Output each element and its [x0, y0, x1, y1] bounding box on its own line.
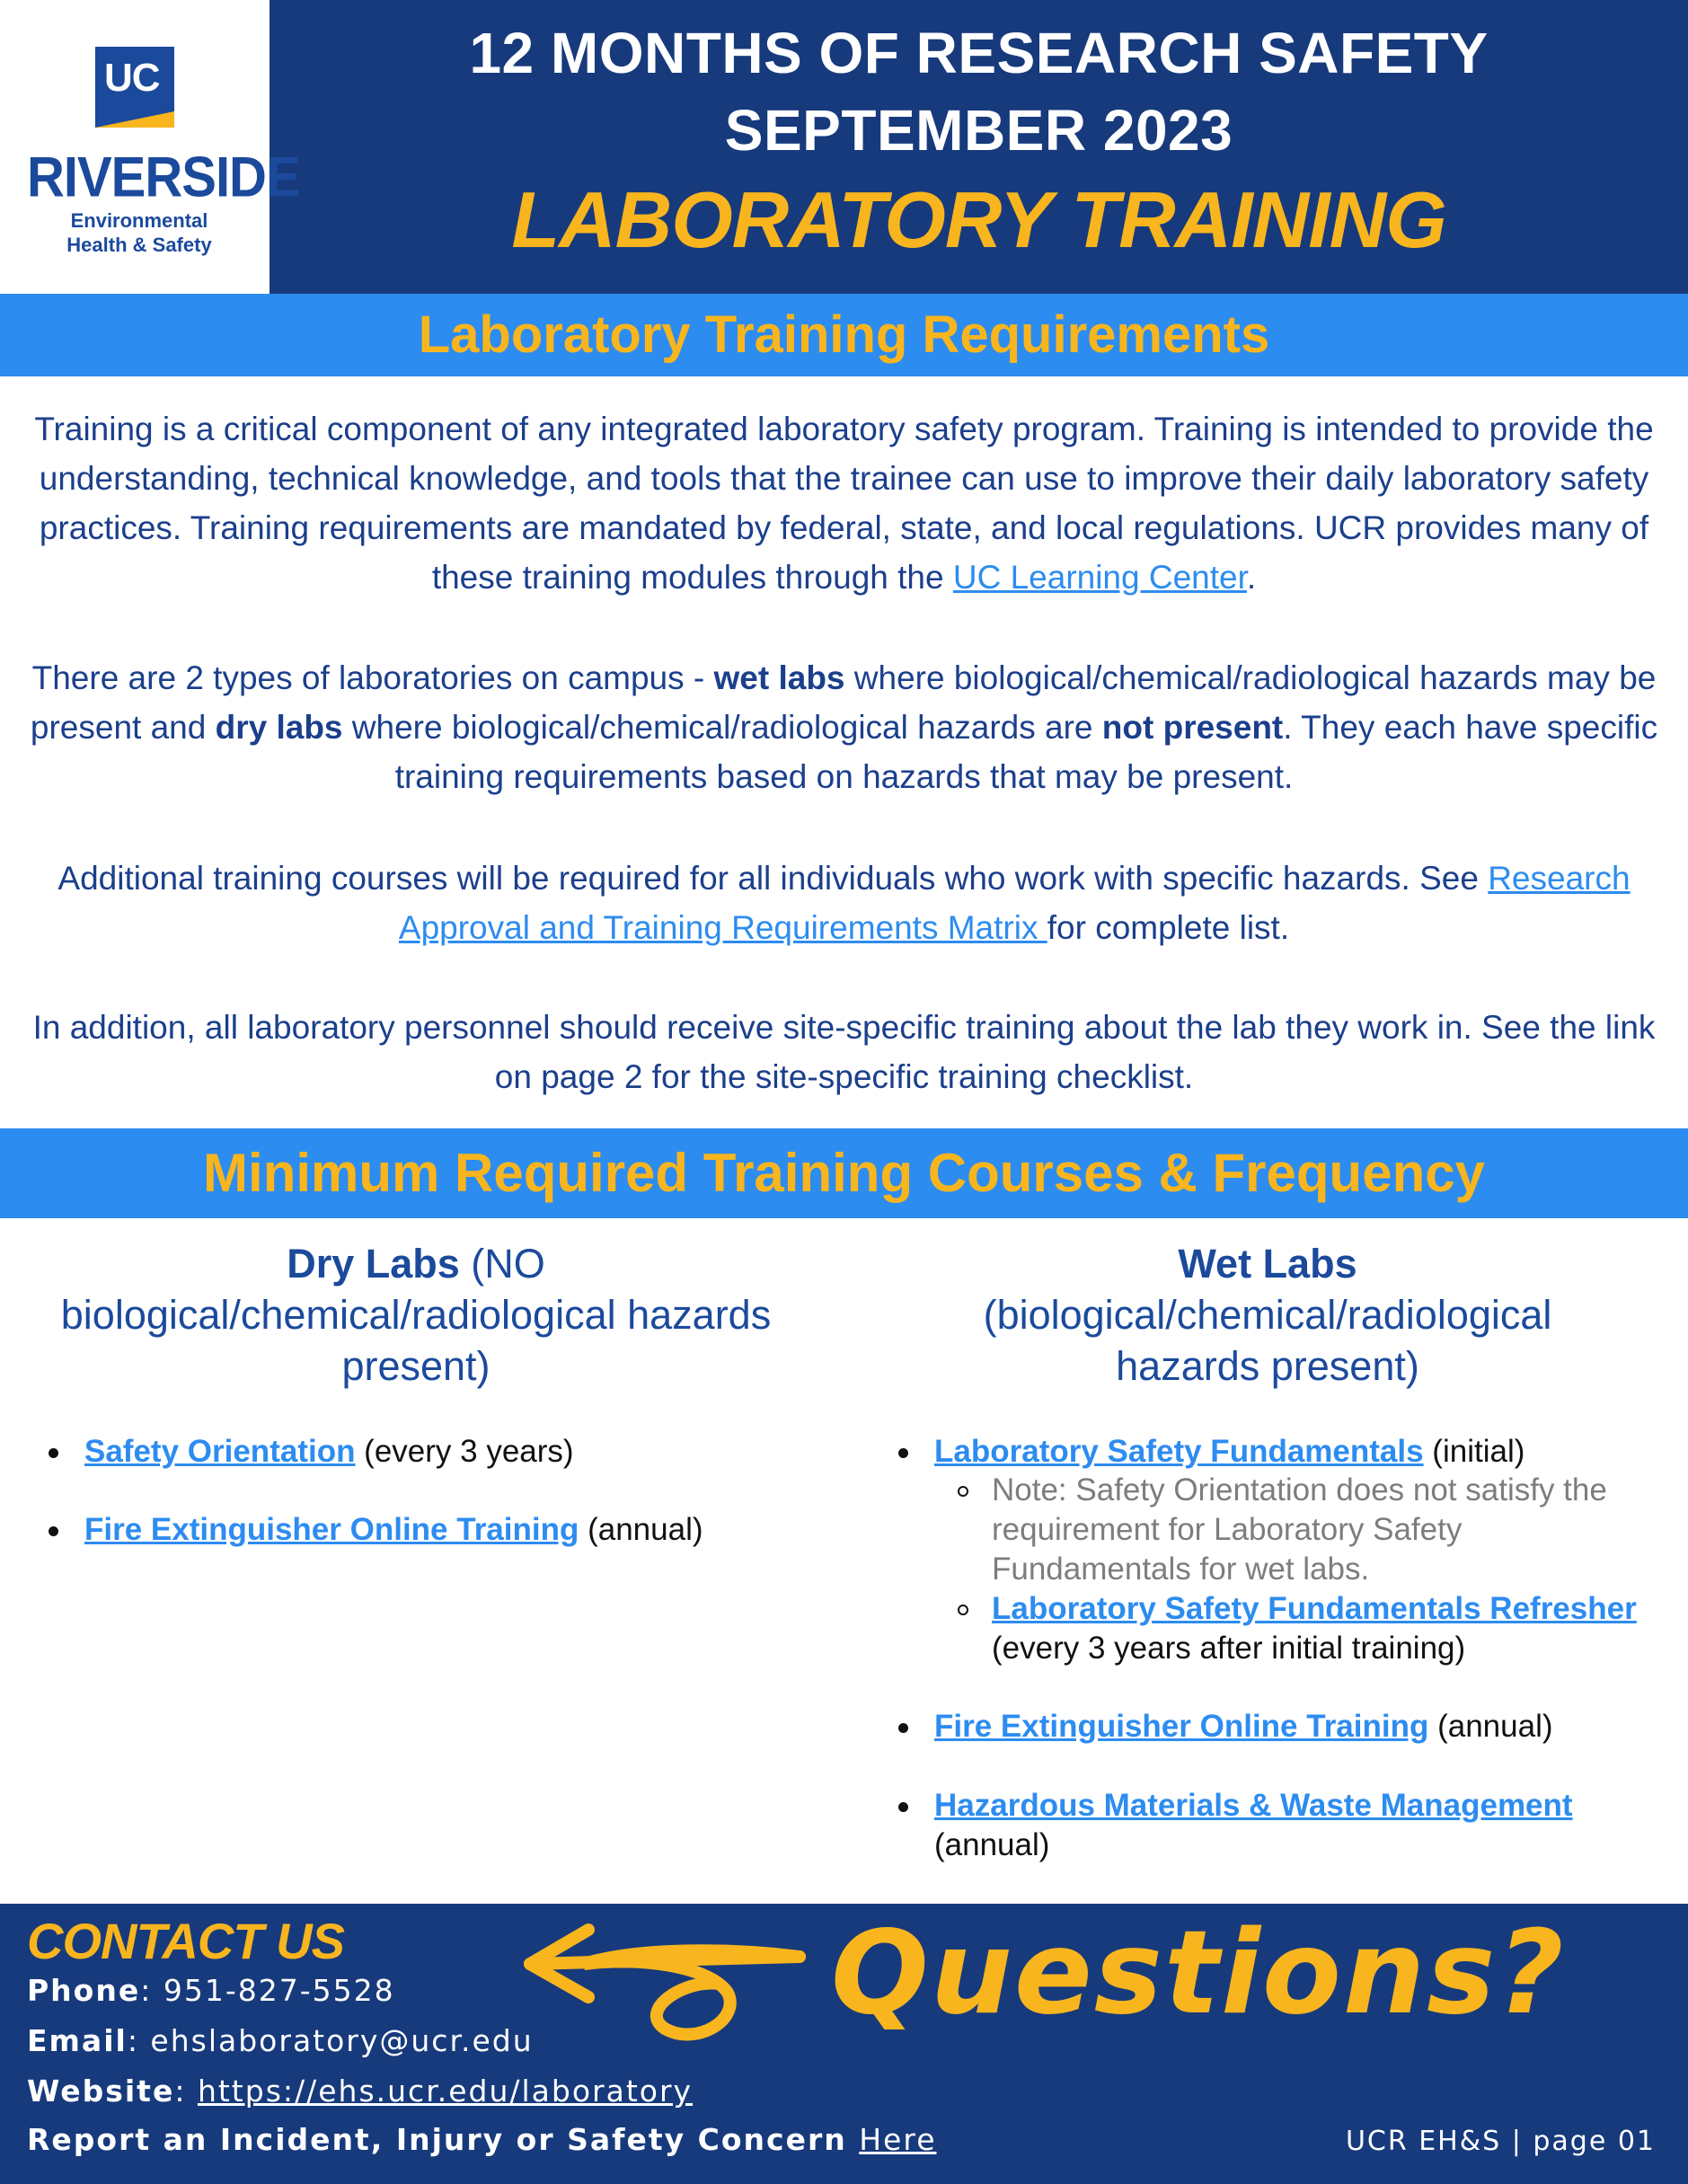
section-title-courses: Minimum Required Training Courses & Frequency [0, 1128, 1688, 1218]
logo-riverside: RIVERSIDE [27, 146, 300, 209]
wet-labs-heading [908, 1238, 1627, 1392]
wet-labs-heading-rest: (biological/chemical/radiological hazards present) [983, 1292, 1552, 1389]
uc-mark-text: UC [104, 56, 160, 100]
section-title-requirements: Laboratory Training Requirements [0, 294, 1688, 376]
lab-safety-fundamentals-link[interactable]: Laboratory Safety Fundamentals [934, 1434, 1424, 1469]
email-label: Email [27, 2023, 128, 2058]
logo-sub-line2: Health & Safety [66, 234, 212, 256]
bullet-icon [898, 1448, 908, 1458]
report-here-link[interactable]: Here [859, 2122, 937, 2157]
training-matrix-link[interactable]: Research Approval and Training Requirements Matrix [398, 860, 1631, 946]
p2-text-c: where biological/chemical/radiological hazards are [342, 709, 1102, 746]
dry-labs-term: dry labs [215, 709, 343, 746]
website-sep: : [174, 2073, 198, 2109]
p1-text: Training is a critical component of any integrated laboratory safety program. Training is intended to provide the understanding, technical knowledge, and tools that the trainee can use to improve their daily laboratory safety practices. Training requirements are mandated by federal, state, and local regulations. UCR provides many of these training modules through the [34, 411, 1654, 596]
dry-labs-heading-rest: (NO biological/chemical/radiological hazards present) [60, 1241, 772, 1389]
wet-labs-term: wet labs [713, 659, 845, 696]
questions-callout: Questions? [831, 1906, 1566, 2040]
uc-mark [95, 47, 174, 128]
logo-subtitle [27, 208, 252, 257]
dry-labs-heading [57, 1238, 775, 1392]
list-item [934, 1432, 1671, 1472]
p1-end: . [1246, 559, 1257, 596]
wet-labs-heading-bold: Wet Labs [1178, 1241, 1357, 1287]
contact-website [27, 2073, 693, 2109]
sub-list-item-note [992, 1471, 1648, 1589]
paragraph-site-specific: In addition, all laboratory personnel should receive site-specific training about the lab they work in. See the link on page 2 for the site-specific training checklist. [32, 1009, 1656, 1095]
phone-label: Phone [27, 1973, 141, 2008]
note-text: Note: Safety Orientation does not satisfy the requirement for Laboratory Safety Fundamentals for wet labs. [992, 1472, 1607, 1587]
paragraph-additional-training [18, 853, 1670, 952]
fire-extinguisher-link-wet[interactable]: Fire Extinguisher Online Training [934, 1709, 1429, 1744]
bullet-icon [49, 1526, 58, 1536]
sub-bullet-icon [958, 1605, 968, 1615]
list-item [84, 1432, 803, 1472]
bullet-icon [898, 1802, 908, 1812]
not-present-term: not present [1101, 709, 1284, 746]
item-suffix: (initial) [1423, 1434, 1525, 1469]
page-number: UCR EH&S | page 01 [1345, 2126, 1656, 2157]
fire-extinguisher-link-dry[interactable]: Fire Extinguisher Online Training [84, 1512, 579, 1547]
logo-sub-line1: Environmental [70, 209, 208, 232]
item-suffix: (every 3 years after initial training) [992, 1631, 1466, 1666]
p2-text-a: There are 2 types of laboratories on campus - [31, 659, 714, 696]
header-title-main: LABORATORY TRAINING [511, 175, 1446, 264]
website-label: Website [27, 2073, 175, 2109]
bullet-icon [49, 1448, 58, 1458]
list-item [934, 1707, 1671, 1746]
p3-text-a: Additional training courses will be required for all individuals who work with specific hazards. See [57, 860, 1489, 897]
dry-labs-heading-bold: Dry Labs [287, 1241, 460, 1287]
contact-us-heading: CONTACT US [27, 1913, 344, 1969]
list-item [84, 1510, 803, 1550]
sub-bullet-icon [958, 1486, 968, 1497]
item-suffix: (annual) [579, 1512, 703, 1547]
website-link[interactable]: https://ehs.ucr.edu/laboratory [197, 2073, 694, 2109]
report-text: Report an Incident, Injury or Safety Concern [27, 2122, 860, 2157]
ucr-ehs-logo [0, 0, 300, 294]
report-incident [27, 2122, 937, 2157]
item-suffix: (every 3 years) [355, 1434, 574, 1469]
curly-arrow-icon [503, 1894, 809, 2056]
contact-phone [27, 1973, 395, 2008]
list-item [934, 1786, 1653, 1865]
p2-text-b: where biological/chemical/radiological hazards may be present and [30, 659, 1657, 746]
header-title-line1: 12 MONTHS OF RESEARCH SAFETY [469, 21, 1489, 85]
email-address: : ehslaboratory@ucr.edu [127, 2023, 534, 2058]
p2-text-d: . They each have specific training requirements based on hazards that may be present. [394, 709, 1658, 795]
header-title-line2: SEPTEMBER 2023 [724, 98, 1233, 163]
paragraph-training-intro [18, 404, 1670, 602]
safety-orientation-link[interactable]: Safety Orientation [84, 1434, 356, 1469]
item-suffix: (annual) [1428, 1709, 1553, 1744]
hazardous-materials-link[interactable]: Hazardous Materials & Waste Management [934, 1788, 1573, 1823]
lab-safety-refresher-link[interactable]: Laboratory Safety Fundamentals Refresher [992, 1591, 1637, 1626]
uc-mark-stripe [95, 111, 174, 128]
p3-text-b: for complete list. [1047, 909, 1290, 946]
sub-list-item-refresher [992, 1589, 1657, 1668]
item-suffix: (annual) [934, 1827, 1050, 1862]
uc-learning-center-link[interactable]: UC Learning Center [952, 559, 1247, 596]
contact-email [27, 2023, 534, 2058]
paragraph-lab-types [18, 653, 1670, 801]
phone-number: : 951-827-5528 [140, 1973, 395, 2008]
bullet-icon [898, 1723, 908, 1733]
